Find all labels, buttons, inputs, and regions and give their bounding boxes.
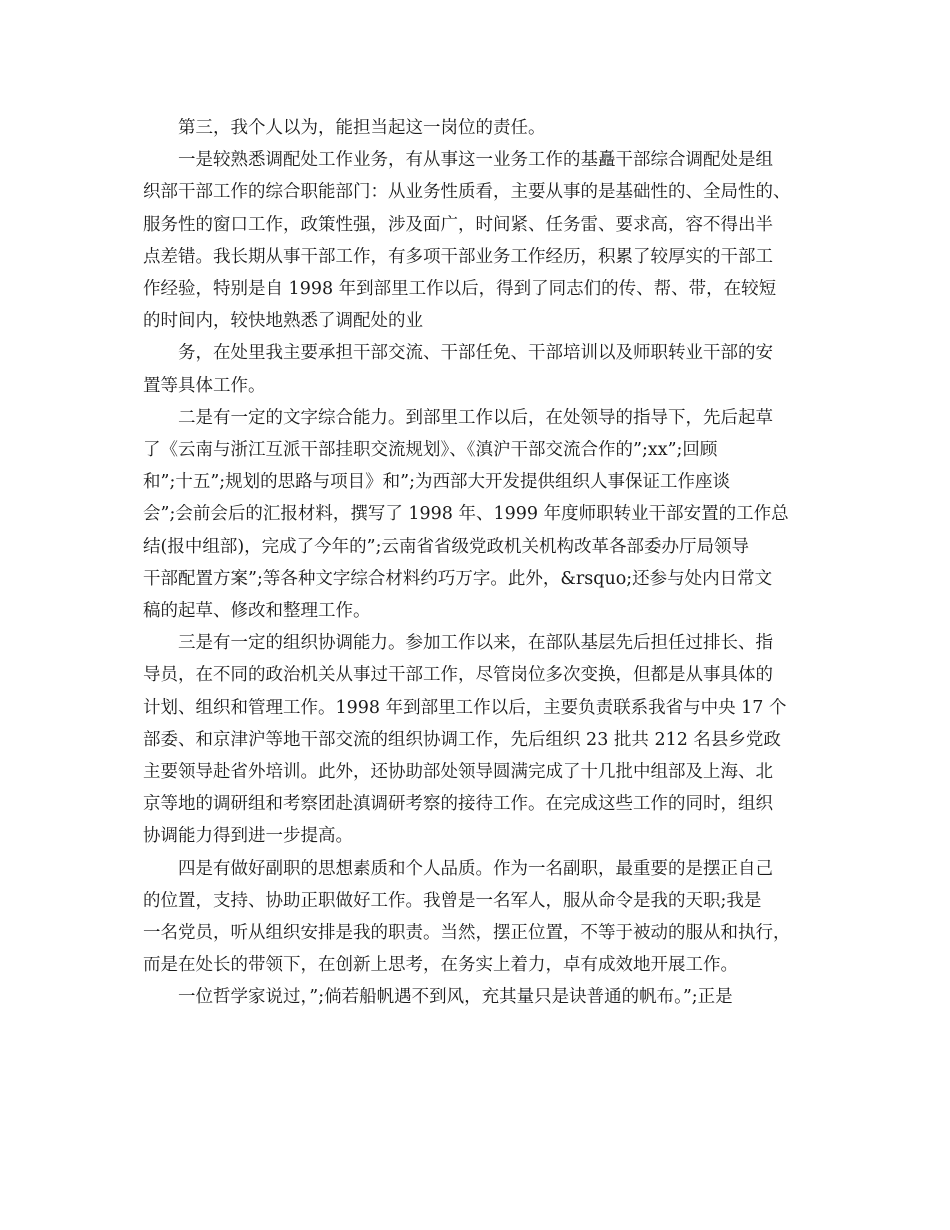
document-body xyxy=(143,112,823,1014)
text-line: 干部配置方案”;等各种文字综合材料约巧万字。此外，&rsquo;还参与处内日常文 xyxy=(143,568,773,589)
text-line: 京等地的调研组和考察团赴滇调研考察的接待工作。在完成这些工作的同时，组织 xyxy=(143,794,773,815)
text-line: 三是有一定的组织协调能力。参加工作以来，在部队基层先后担任过排长、指 xyxy=(143,633,773,654)
text-line: 作经验，特别是自 1998 年到部里工作以后，得到了同志们的传、帮、带，在较短 xyxy=(143,279,777,300)
text-line: 一是较熟悉调配处工作业务，有从事这一业务工作的基矗干部综合调配处是组 xyxy=(143,150,773,171)
text-line: 一位哲学家说过，”;倘若船帆遇不到风，充其量只是诀普通的帆布。”;正是 xyxy=(143,987,733,1008)
text-line: 协调能力得到进一步提高。 xyxy=(143,826,353,847)
text-line: 一名党员，听从组织安排是我的职责。当然，摆正位置，不等于被动的服从和执行， xyxy=(143,923,791,944)
text-line: 的时间内，较快地熟悉了调配处的业 xyxy=(143,311,423,332)
text-line: 织部干部工作的综合职能部门：从业务性质看，主要从事的是基础性的、全局性的、 xyxy=(143,182,791,203)
text-line: 四是有做好副职的思想素质和个人品质。作为一名副职，最重要的是摆正自己 xyxy=(143,858,773,879)
text-line: 导员，在不同的政治机关从事过干部工作，尽管岗位多次变换，但都是从事具体的 xyxy=(143,665,773,686)
text-line: 服务性的窗口工作，政策性强，涉及面广，时间紧、任务雷、要求高，容不得出半 xyxy=(143,214,773,235)
text-line: 点差错。我长期从事干部工作，有多项干部业务工作经历，积累了较厚实的干部工 xyxy=(143,246,773,267)
text-line: 置等具体工作。 xyxy=(143,375,266,396)
text-line: 结(报中组部)，完成了今年的”;云南省省级党政机关机构改革各部委办厅局领导 xyxy=(143,536,749,557)
text-line: 部委、和京津沪等地干部交流的组织协调工作，先后组织 23 批共 212 名县乡党政 xyxy=(143,729,781,750)
text-line: 主要领导赴省外培训。此外，还协助部处领导圆满完成了十几批中组部及上海、北 xyxy=(143,762,773,783)
text-line: 了《云南与浙江互派干部挂职交流规划》、《滇沪干部交流合作的”;xx”;回顾 xyxy=(143,440,718,461)
text-line: 而是在处长的带领下，在创新上思考，在务实上着力，卓有成效地开展工作。 xyxy=(143,955,738,976)
text-line: 二是有一定的文字综合能力。到部里工作以后，在处领导的指导下，先后起草 xyxy=(143,407,773,428)
text-line: 和”;十五”;规划的思路与项目》和”;为西部大开发提供组织人事保证工作座谈 xyxy=(143,472,731,493)
text-line: 的位置，支持、协助正职做好工作。我曾是一名军人，服从命令是我的天职;我是 xyxy=(143,890,762,911)
text-line: 稿的起草、修改和整理工作。 xyxy=(143,601,371,622)
text-line: 务，在处里我主要承担干部交流、干部任免、干部培训以及师职转业干部的安 xyxy=(143,343,773,364)
text-line: 计划、组织和管理工作。1998 年到部里工作以后，主要负责联系我省与中央 17 个 xyxy=(143,697,787,718)
text-line: 会”;会前会后的汇报材料，撰写了 1998 年、1999 年度师职转业干部安置的工作总 xyxy=(143,504,789,525)
text-line: 第三，我个人以为，能担当起这一岗位的责任。 xyxy=(143,118,546,138)
